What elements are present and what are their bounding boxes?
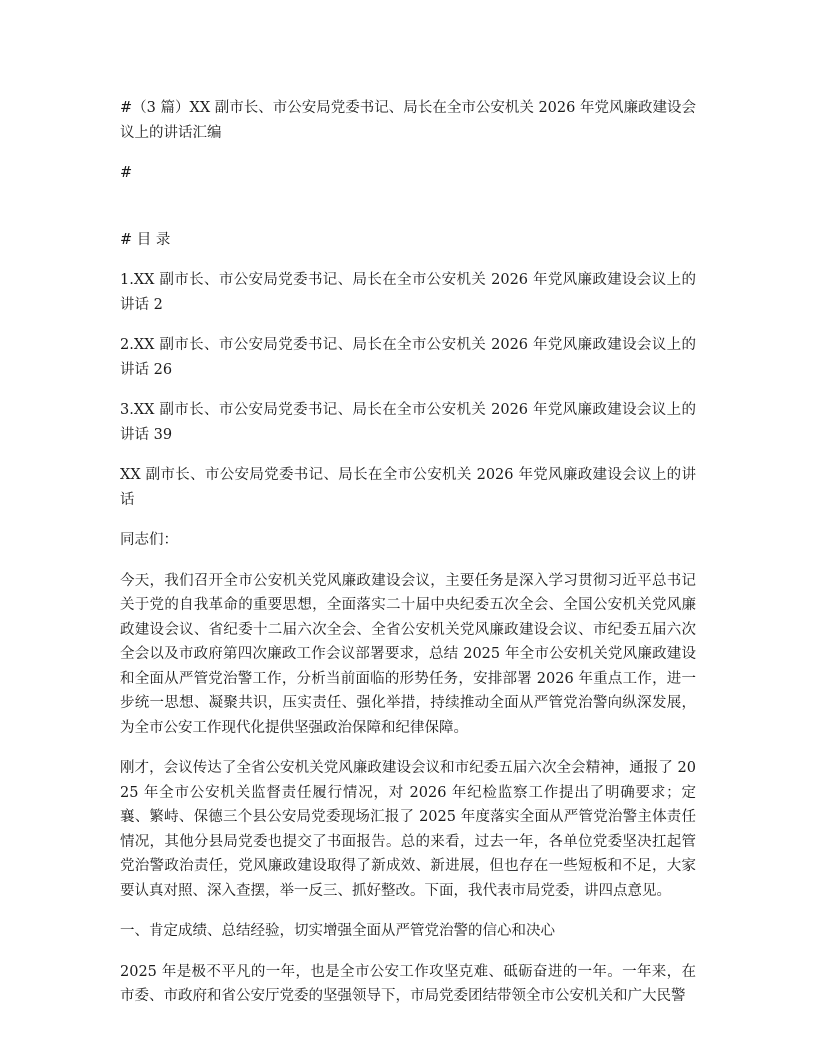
document-page [120,96,696,1025]
body-paragraph-2: 刚才，会议传达了全省公安机关党风廉政建设会议和市纪委五届六次全会精神，通报了 2025 年全市公安机关监督责任履行情况，对 2026 年纪检监察工作提出了明确要求；定襄、繁峙、保德三个县公安局党委现场汇报了 2025 年度落实全面从严管党治警主体责任情况，其他分县局党委也提交了书面报告。总的来看，过去一年，各单位党委坚决扛起管党治警政治责任，党风廉政建设取得了新成效、新进展，但也存在一些短板和不足，大家要认真对照、深入查摆，举一反三、抓好整改。下面，我代表市局党委，讲四点意见。 [120,760,696,899]
speech-title: XX 副市长、市公安局党委书记、局长在全市公安机关 2026 年党风廉政建设会议上的讲话 [120,467,696,508]
section-heading: 一、肯定成绩、总结经验，切实增强全面从严管党治警的信心和决心 [120,923,555,939]
document-title: #（3 篇）XX 副市长、市公安局党委书记、局长在全市公安机关 2026 年党风廉政建设会议上的讲话汇编 [120,100,696,141]
body-paragraph-3: 2025 年是极不平凡的一年，也是全市公安工作攻坚克难、砥砺奋进的一年。一年来，在市委、市政府和省公安厅党委的坚强领导下，市局党委团结带领全市公安机关和广大民警 [120,963,696,1004]
blank-spacer [120,202,696,228]
body-paragraph-1: 今天，我们召开全市公安机关党风廉政建设会议，主要任务是深入学习贯彻习近平总书记关于党的自我革命的重要思想，全面落实二十届中央纪委五次全会、全国公安机关党风廉政建设会议、省纪委十二届六次全会、全省公安机关党风廉政建设会议、市纪委五届六次全会以及市政府第四次廉政工作会议部署要求，总结 2025 年全市公安机关党风廉政建设和全面从严管党治警工作，分析当前面临的形势任务，安排部署 2026 年重点工作，进一步统一思想、凝聚共识，压实责任、强化举措，持续推动全面从严管党治警向纵深发展，为全市公安工作现代化提供坚强政治保障和纪律保障。 [120,572,696,736]
salutation: 同志们： [120,532,178,548]
toc-item-1: 1.XX 副市长、市公安局党委书记、局长在全市公安机关 2026 年党风廉政建设会议上的讲话 2 [120,272,696,313]
toc-heading: # 目 录 [120,231,171,248]
toc-item-3: 3.XX 副市长、市公安局党委书记、局长在全市公安机关 2026 年党风廉政建设会议上的讲话 39 [120,402,696,443]
hash-line: # [120,165,133,181]
toc-item-2: 2.XX 副市长、市公安局党委书记、局长在全市公安机关 2026 年党风廉政建设会议上的讲话 26 [120,337,696,378]
